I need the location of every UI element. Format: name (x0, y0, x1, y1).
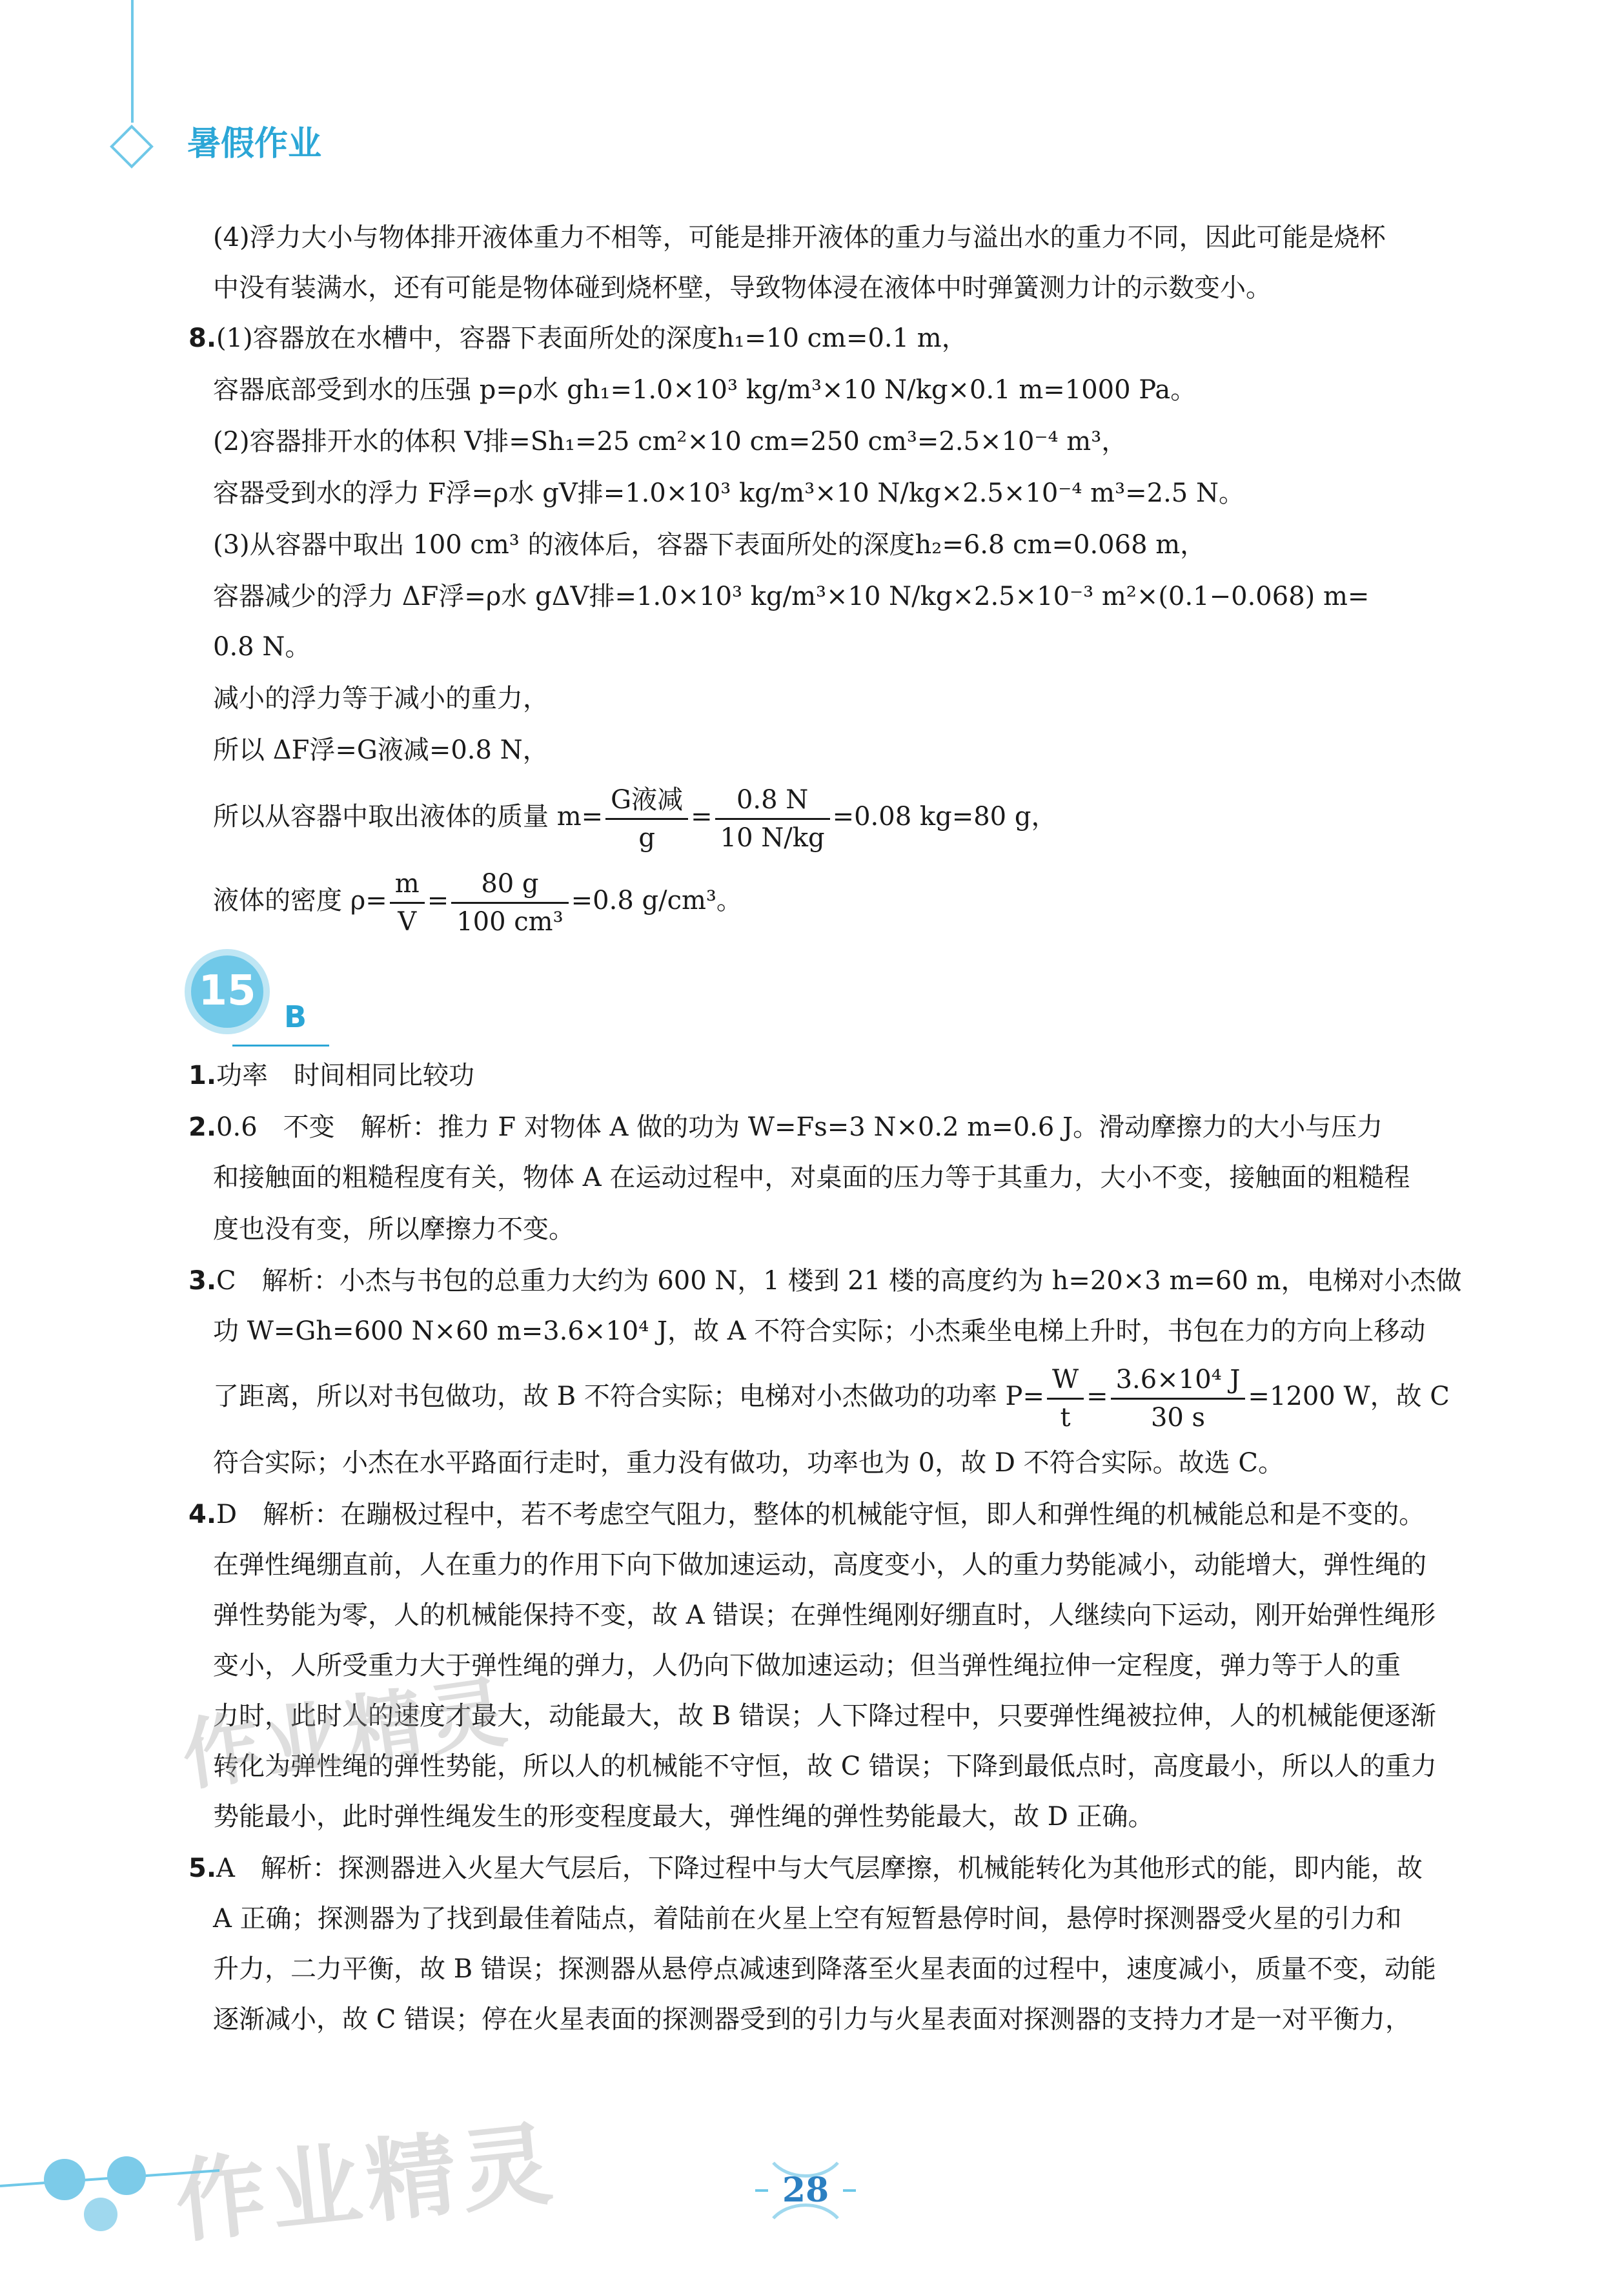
fraction: $\frac{80 g}{\text{100 cm³}}$ (451, 868, 568, 937)
text-line: 符合实际；小杰在水平路面行走时，重力没有做功，功率也为 0，故 D 不符合实际。故选 C。 (213, 1448, 1284, 1478)
question-2: 2.0.6 不变 解析：推力 F 对物体 A 做的功为 W=Fs=3 N×0.2 m=0.6 J。滑动摩擦力的大小与压力 (188, 1112, 1383, 1142)
fraction: $\frac{\text{3.6×10⁴ J}}{30 s}$ (1111, 1364, 1246, 1433)
question-4: 4.D 解析：在蹦极过程中，若不考虑空气阻力，整体的机械能守恒，即人和弹性绳的机械能总和是不变的。 (188, 1500, 1425, 1529)
text-line: 容器减少的浮力 ΔF浮=ρ水 gΔV排=1.0×10³ kg/m³×10 N/kg×2.5×10⁻³ m²×(0.1−0.068) m= (213, 582, 1370, 611)
text-line: 0.8 N。 (213, 632, 311, 662)
question-number: 5. (188, 1854, 217, 1883)
text-line: 转化为弹性绳的弹性势能，所以人的机械能不守恒，故 C 错误；下降到最低点时，高度最小，所以人的重力 (213, 1752, 1437, 1781)
question-1: 1.功率 时间相同比较功 (188, 1061, 475, 1090)
header-decoration (0, 0, 297, 194)
text-line: 弹性势能为零，人的机械能保持不变，故 A 错误；在弹性绳刚好绷直时，人继续向下运动，刚开始弹性绳形 (213, 1600, 1436, 1630)
text-line: 所以 ΔF浮=G液减=0.8 N， (213, 735, 549, 765)
text-line: 升力，二力平衡，故 B 错误；探测器从悬停点减速到降落至火星表面的过程中，速度减小，质量不变，动能 (213, 1954, 1436, 1984)
question-number: 2. (188, 1112, 217, 1142)
text-line: (1)容器放在水槽中，容器下表面所处的深度h₁=10 cm=0.1 m， (216, 323, 968, 353)
formula-line: 了距离，所以对书包做功，故 B 不符合实际；电梯对小杰做功的功率 P= $\frac{W}{t}$ = $\frac{\text{3.6×10⁴ J}}{30 s}$ =1200 W，故 C (213, 1364, 1450, 1433)
text-line: A 正确；探测器为了找到最佳着陆点，着陆前在火星上空有短暂悬停时间，悬停时探测器受火星的引力和 (213, 1904, 1402, 1934)
text-line: 容器受到水的浮力 F浮=ρ水 gV排=1.0×10³ kg/m³×10 N/kg×2.5×10⁻⁴ m³=2.5 N。 (213, 478, 1244, 508)
formula-line: 液体的密度 ρ= $\frac{m}{V}$ = $\frac{80 g}{\text{100 cm³}}$ =0.8 g/cm³。 (213, 868, 742, 937)
question-8 (188, 320, 968, 356)
question-number: 8. (188, 323, 217, 353)
header-title: 暑假作业 (187, 125, 322, 163)
section-number-badge: 15 (185, 949, 270, 1034)
text-line: 和接触面的粗糙程度有关，物体 A 在运动过程中，对桌面的压力等于其重力，大小不变，接触面的粗糙程 (213, 1163, 1410, 1192)
formula-line: 所以从容器中取出液体的质量 m= $\frac{\text{G液减}}{g}$ = $\frac{0.8 N}{10 N/kg}$ =0.08 kg=80 g， (213, 784, 1057, 853)
fraction: $\frac{\text{G液减}}{g}$ (605, 784, 688, 853)
fraction: $\frac{m}{V}$ (390, 868, 425, 937)
text-line: 在弹性绳绷直前，人在重力的作用下向下做加速运动，高度变小，人的重力势能减小，动能增大，弹性绳的 (213, 1550, 1426, 1580)
fraction: $\frac{0.8 N}{10 N/kg}$ (715, 784, 830, 853)
text-line: 度也没有变，所以摩擦力不变。 (213, 1214, 574, 1244)
section-divider (232, 1045, 329, 1047)
watermark: 作业精灵 (177, 1666, 517, 1802)
question-number: 3. (188, 1266, 217, 1296)
page-number: 28 (782, 2171, 829, 2210)
section-letter: B (284, 999, 307, 1034)
question-number: 1. (188, 1061, 217, 1090)
text-line: 容器底部受到水的压强 p=ρ水 gh₁=1.0×10³ kg/m³×10 N/kg×0.1 m=1000 Pa。 (213, 375, 1197, 405)
watermark: 作业精灵 (170, 2111, 562, 2256)
text-line: 逐渐减小，故 C 错误；停在火星表面的探测器受到的引力与火星表面对探测器的支持力才是一对平衡力， (213, 2005, 1412, 2034)
text-line: 变小，人所受重力大于弹性绳的弹力，人仍向下做加速运动；但当弹性绳拉伸一定程度，弹力等于人的重 (213, 1651, 1401, 1680)
text-line: 力时，此时人的速度才最大，动能最大，故 B 错误；人下降过程中，只要弹性绳被拉伸，人的机械能便逐渐 (213, 1701, 1436, 1731)
text-line: 中没有装满水，还有可能是物体碰到烧杯壁，导致物体浸在液体中时弹簧测力计的示数变小。 (213, 273, 1272, 303)
question-5: 5.A 解析：探测器进入火星大气层后，下降过程中与大气层摩擦，机械能转化为其他形式的能，即内能，故 (188, 1854, 1423, 1883)
text-line: (2)容器排开水的体积 V排=Sh₁=25 cm²×10 cm=250 cm³=2.5×10⁻⁴ m³， (213, 427, 1128, 456)
text-line: (3)从容器中取出 100 cm³ 的液体后，容器下表面所处的深度h₂=6.8 cm=0.068 m， (213, 530, 1206, 560)
footer-decoration (0, 2130, 219, 2288)
question-3: 3.C 解析：小杰与书包的总重力大约为 600 N，1 楼到 21 楼的高度约为 h=20×3 m=60 m，电梯对小杰做 (188, 1266, 1462, 1296)
text-line: (4)浮力大小与物体排开液体重力不相等，可能是排开液体的重力与溢出水的重力不同，因此可能是烧杯 (213, 223, 1386, 252)
text-line: 减小的浮力等于减小的重力， (213, 684, 549, 713)
fraction: $\frac{W}{t}$ (1047, 1364, 1084, 1433)
text-line: 势能最小，此时弹性绳发生的形变程度最大，弹性绳的弹性势能最大，故 D 正确。 (213, 1802, 1154, 1832)
text-line: 功 W=Gh=600 N×60 m=3.6×10⁴ J，故 A 不符合实际；小杰乘坐电梯上升时，书包在力的方向上移动 (213, 1316, 1426, 1346)
question-number: 4. (188, 1500, 217, 1529)
